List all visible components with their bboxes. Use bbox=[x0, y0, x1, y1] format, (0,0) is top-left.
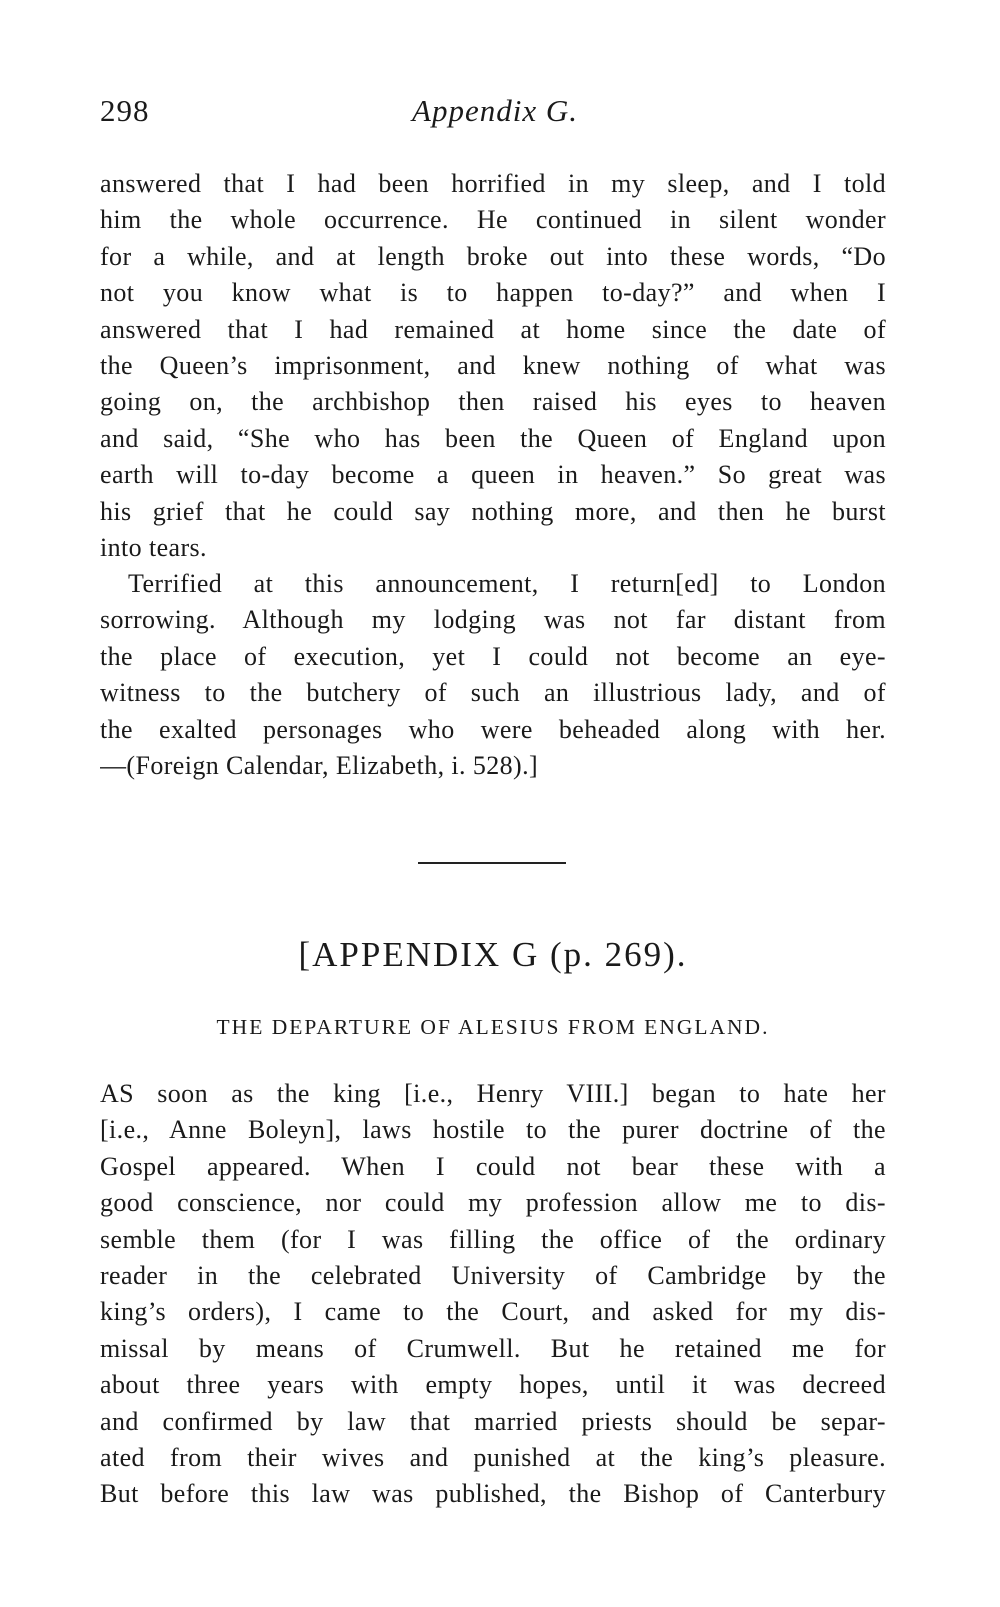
text-line: king’s orders), I came to the Court, and asked for my dis- bbox=[100, 1297, 886, 1327]
text-line: answered that I had remained at home since the date of bbox=[100, 314, 886, 344]
running-head: Appendix G. bbox=[412, 93, 578, 128]
section-divider bbox=[418, 862, 566, 864]
page-number: 298 bbox=[100, 93, 150, 128]
text-line: him the whole occurrence. He continued in silent wonder bbox=[100, 205, 886, 235]
text-line: ated from their wives and punished at the king’s pleasure. bbox=[100, 1442, 886, 1472]
text-line: semble them (for I was filling the office of the ordinary bbox=[100, 1224, 886, 1254]
text-line: for a while, and at length broke out into these words, “Do bbox=[100, 241, 886, 271]
text-line: the place of execution, yet I could not become an eye- bbox=[100, 641, 886, 671]
text-line: reader in the celebrated University of Cambridge by the bbox=[100, 1260, 886, 1290]
text-line: not you know what is to happen to-day?” and when I bbox=[100, 278, 886, 308]
text-line: AS soon as the king [i.e., Henry VIII.] began to hate her bbox=[100, 1079, 886, 1108]
text-line: into tears. bbox=[100, 532, 207, 562]
text-line: —(Foreign Calendar, Elizabeth, i. 528).] bbox=[100, 750, 539, 780]
text-line: the exalted personages who were beheaded along with her. bbox=[100, 714, 886, 744]
text-line: But before this law was published, the Bishop of Canterbury bbox=[100, 1479, 886, 1509]
text-line: going on, the archbishop then raised his eyes to heaven bbox=[100, 387, 886, 417]
text-line: Gospel appeared. When I could not bear these with a bbox=[100, 1151, 886, 1181]
text-line: Terrified at this announcement, I return[ed] to London bbox=[128, 569, 886, 598]
paragraph-3 bbox=[100, 1076, 886, 1513]
appendix-subheading: THE DEPARTURE OF ALESIUS FROM ENGLAND. bbox=[216, 1015, 770, 1039]
text-line: about three years with empty hopes, until it was decreed bbox=[100, 1370, 886, 1400]
text-line: and confirmed by law that married priests should be separ- bbox=[100, 1406, 886, 1436]
text-line: his grief that he could say nothing more, and then he burst bbox=[100, 496, 886, 526]
text-line: missal by means of Crumwell. But he retained me for bbox=[100, 1333, 886, 1363]
text-line: the Queen’s imprisonment, and knew nothing of what was bbox=[100, 350, 886, 380]
page-header bbox=[100, 93, 890, 143]
appendix-heading: [APPENDIX G (p. 269). bbox=[298, 935, 688, 974]
text-line: [i.e., Anne Boleyn], laws hostile to the purer doctrine of the bbox=[100, 1115, 886, 1145]
text-line: witness to the butchery of such an illustrious lady, and of bbox=[100, 678, 886, 708]
paragraph-2 bbox=[100, 566, 886, 784]
text-line: answered that I had been horrified in my sleep, and I told bbox=[100, 169, 886, 198]
text-line: and said, “She who has been the Queen of England upon bbox=[100, 423, 886, 453]
text-line: earth will to-day become a queen in heaven.” So great was bbox=[100, 460, 886, 490]
paragraph-1 bbox=[100, 166, 886, 566]
text-line: good conscience, nor could my profession allow me to dis- bbox=[100, 1188, 886, 1218]
text-line: sorrowing. Although my lodging was not far distant from bbox=[100, 605, 886, 635]
